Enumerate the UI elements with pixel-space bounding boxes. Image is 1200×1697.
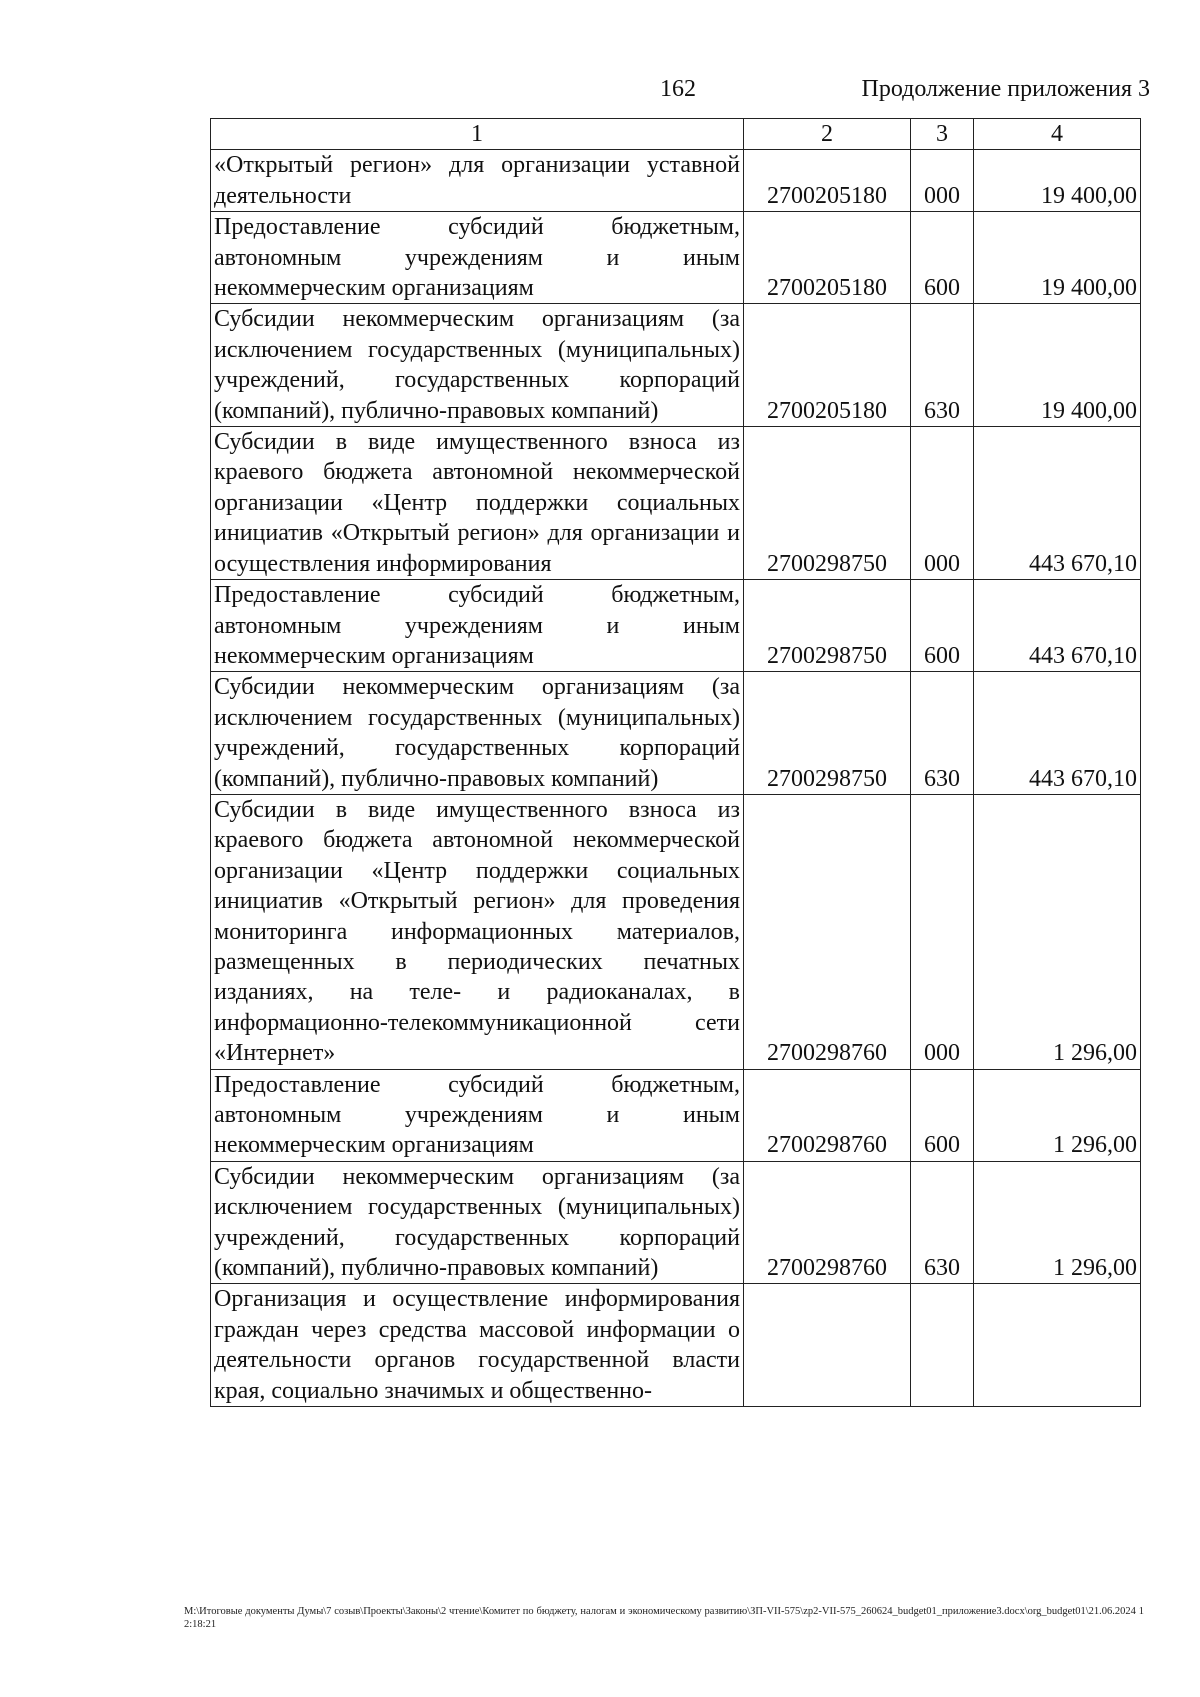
table-row	[211, 1161, 1141, 1284]
table-header-row	[211, 119, 1141, 150]
row-description: Предоставление субсидий бюджетным, автономным учреждениям и иным некоммерческим организациям	[211, 212, 744, 304]
row-expense-kind: 000	[911, 150, 974, 212]
column-header-expense-kind: 3	[911, 119, 974, 150]
table-row	[211, 580, 1141, 672]
table-row	[211, 794, 1141, 1069]
column-header-amount: 4	[974, 119, 1141, 150]
continuation-caption: Продолжение приложения 3	[861, 76, 1150, 102]
row-description: Предоставление субсидий бюджетным, автономным учреждениям и иным некоммерческим организациям	[211, 580, 744, 672]
row-description: Организация и осуществление информирования граждан через средства массовой информации о деятельности органов государственной власти края, социально значимых и общественно-	[211, 1284, 744, 1407]
row-expense-kind: 000	[911, 427, 974, 580]
budget-table	[210, 118, 1141, 1407]
row-target-code: 2700205180	[744, 304, 911, 427]
row-expense-kind: 630	[911, 304, 974, 427]
row-description: Субсидии некоммерческим организациям (за исключением государственных (муниципальных) учреждений, государственных корпораций (компаний), публично-правовых компаний)	[211, 672, 744, 795]
row-description: Субсидии в виде имущественного взноса из краевого бюджета автономной некоммерческой организации «Центр поддержки социальных инициатив «Открытый регион» для организации и осуществления информирования	[211, 427, 744, 580]
row-amount: 1 296,00	[974, 794, 1141, 1069]
row-target-code: 2700205180	[744, 212, 911, 304]
page-number: 162	[660, 76, 696, 102]
row-expense-kind: 630	[911, 1161, 974, 1284]
table-row	[211, 672, 1141, 795]
table-row	[211, 1069, 1141, 1161]
row-target-code: 2700298760	[744, 1069, 911, 1161]
row-expense-kind: 600	[911, 1069, 974, 1161]
row-target-code	[744, 1284, 911, 1407]
table-row	[211, 427, 1141, 580]
row-amount: 1 296,00	[974, 1069, 1141, 1161]
row-description: Субсидии некоммерческим организациям (за исключением государственных (муниципальных) учреждений, государственных корпораций (компаний), публично-правовых компаний)	[211, 304, 744, 427]
row-expense-kind: 600	[911, 212, 974, 304]
row-amount: 443 670,10	[974, 580, 1141, 672]
table-row	[211, 304, 1141, 427]
row-description: Субсидии в виде имущественного взноса из краевого бюджета автономной некоммерческой организации «Центр поддержки социальных инициатив «Открытый регион» для проведения мониторинга информационных материалов, размещенных в периодических печатных изданиях, на теле- и радиоканалах, в информационно-телекоммуникационной сети «Интернет»	[211, 794, 744, 1069]
table-row	[211, 1284, 1141, 1407]
row-target-code: 2700298760	[744, 1161, 911, 1284]
row-description: Предоставление субсидий бюджетным, автономным учреждениям и иным некоммерческим организациям	[211, 1069, 744, 1161]
row-target-code: 2700298750	[744, 427, 911, 580]
row-description: Субсидии некоммерческим организациям (за исключением государственных (муниципальных) учреждений, государственных корпораций (компаний), публично-правовых компаний)	[211, 1161, 744, 1284]
document-file-path: M:\Итоговые документы Думы\7 созыв\Проекты\Законы\2 чтение\Комитет по бюджету, налогам и экономическому развитию\ЗП-VII-575\zp2-VII-575_260624_budget01_приложение3.docx\org_budget01\21.06.2024 12:18:21	[184, 1606, 1144, 1630]
column-header-description: 1	[211, 119, 744, 150]
row-description: «Открытый регион» для организации уставной деятельности	[211, 150, 744, 212]
row-amount: 1 296,00	[974, 1161, 1141, 1284]
row-target-code: 2700298750	[744, 672, 911, 795]
row-expense-kind	[911, 1284, 974, 1407]
table-row	[211, 150, 1141, 212]
row-target-code: 2700298760	[744, 794, 911, 1069]
row-amount: 443 670,10	[974, 672, 1141, 795]
row-amount: 19 400,00	[974, 212, 1141, 304]
row-target-code: 2700205180	[744, 150, 911, 212]
row-amount: 19 400,00	[974, 304, 1141, 427]
row-expense-kind: 600	[911, 580, 974, 672]
row-amount	[974, 1284, 1141, 1407]
table-row	[211, 212, 1141, 304]
row-target-code: 2700298750	[744, 580, 911, 672]
row-amount: 443 670,10	[974, 427, 1141, 580]
row-expense-kind: 630	[911, 672, 974, 795]
row-amount: 19 400,00	[974, 150, 1141, 212]
column-header-target-code: 2	[744, 119, 911, 150]
row-expense-kind: 000	[911, 794, 974, 1069]
